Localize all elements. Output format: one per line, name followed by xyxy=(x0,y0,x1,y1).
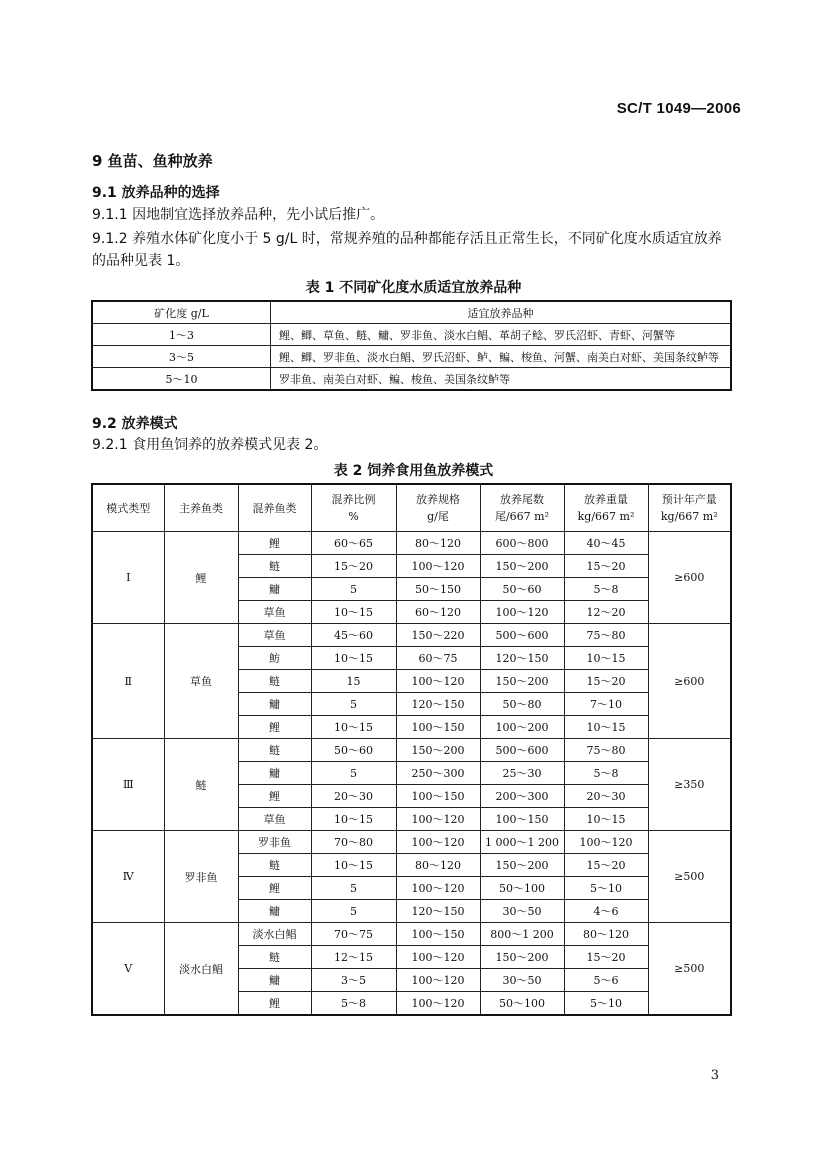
table-cell: 60～120 xyxy=(396,601,480,624)
table-row xyxy=(92,532,731,555)
table-cell: 100～120 xyxy=(564,831,648,854)
table-cell: 600～800 xyxy=(480,532,564,555)
table-cell: 5 xyxy=(311,762,396,785)
table-cell: 100～120 xyxy=(396,877,480,900)
table-row xyxy=(92,368,731,391)
clause-9-1-1: 9.1.1 因地制宜选择放养品种，先小试后推广。 xyxy=(92,207,385,223)
table-cell: 鲢 xyxy=(238,670,311,693)
table-cell: 5 xyxy=(311,900,396,923)
table-cell: 150～220 xyxy=(396,624,480,647)
table-cell: 10～15 xyxy=(311,647,396,670)
table-cell: 鳙 xyxy=(238,969,311,992)
yield-cell: ≥500 xyxy=(648,831,731,923)
page-number: 3 xyxy=(710,1068,719,1083)
table-cell: 100～120 xyxy=(480,601,564,624)
table-row xyxy=(92,346,731,368)
table-cell: 15～20 xyxy=(564,854,648,877)
main-fish-cell: 草鱼 xyxy=(164,624,238,739)
table-cell: 10～15 xyxy=(311,601,396,624)
header-line: 放养规格 xyxy=(416,493,460,506)
table-cell: 250～300 xyxy=(396,762,480,785)
section-9-2-title: 9.2 放养模式 xyxy=(92,416,178,432)
table-cell: 15～20 xyxy=(564,946,648,969)
header-line: 预计年产量 xyxy=(661,493,717,506)
standard-number: SC/T 1049—2006 xyxy=(616,100,741,117)
table-cell: 3～5 xyxy=(92,346,271,368)
table-cell: 鲤、鲫、草鱼、鲢、鳙、罗非鱼、淡水白鲳、革胡子鲶、罗氏沼虾、青虾、河蟹等 xyxy=(271,324,732,346)
table-cell: 罗非鱼 xyxy=(238,831,311,854)
mode-type-cell: Ⅱ xyxy=(92,624,164,739)
header-unit: kg/667 m² xyxy=(577,510,635,523)
section-9-title: 9 鱼苗、鱼种放养 xyxy=(92,152,213,170)
table-row xyxy=(92,739,731,762)
table-2-header-row xyxy=(92,484,731,532)
clause-9-2-1: 9.2.1 食用鱼饲养的放养模式见表 2。 xyxy=(92,437,328,453)
table-cell: 20～30 xyxy=(311,785,396,808)
table-cell: 10～15 xyxy=(564,808,648,831)
table-cell: 150～200 xyxy=(396,739,480,762)
table-cell: 50～60 xyxy=(480,578,564,601)
table-cell: 120～150 xyxy=(480,647,564,670)
table-cell: 200～300 xyxy=(480,785,564,808)
table-row xyxy=(92,324,731,346)
table-cell: 100～200 xyxy=(480,716,564,739)
yield-cell: ≥350 xyxy=(648,739,731,831)
table-cell: 鲂 xyxy=(238,647,311,670)
table-cell: 50～80 xyxy=(480,693,564,716)
header-unit: 尾/667 m² xyxy=(494,510,550,523)
table-2-body xyxy=(92,532,731,1016)
table-cell: 100～120 xyxy=(396,555,480,578)
table-2-header-cell xyxy=(480,484,564,532)
table-cell: 100～120 xyxy=(396,670,480,693)
table-cell: 800～1 200 xyxy=(480,923,564,946)
table-cell: 150～200 xyxy=(480,854,564,877)
table-cell: 50～150 xyxy=(396,578,480,601)
table-cell: 5～10 xyxy=(564,992,648,1016)
table-2-header-cell xyxy=(648,484,731,532)
table-cell: 100～150 xyxy=(396,923,480,946)
table-cell: 500～600 xyxy=(480,739,564,762)
mode-type-cell: Ⅴ xyxy=(92,923,164,1016)
table-cell: 80～120 xyxy=(396,854,480,877)
table-cell: 5 xyxy=(311,578,396,601)
main-fish-cell: 罗非鱼 xyxy=(164,831,238,923)
mode-type-cell: Ⅰ xyxy=(92,532,164,624)
table-cell: 淡水白鲳 xyxy=(238,923,311,946)
table-cell: 鲤 xyxy=(238,877,311,900)
table-cell: 鲢 xyxy=(238,854,311,877)
table-1-header-cell: 矿化度 g/L xyxy=(92,301,271,324)
table-2-header-cell xyxy=(564,484,648,532)
table-cell: 80～120 xyxy=(564,923,648,946)
table-2 xyxy=(91,483,732,1016)
table-cell: 鲤 xyxy=(238,532,311,555)
table-cell: 鲢 xyxy=(238,555,311,578)
table-cell: 鲤、鲫、罗非鱼、淡水白鲳、罗氏沼虾、鲈、鳊、梭鱼、河蟹、南美白对虾、美国条纹鲈等 xyxy=(271,346,732,368)
table-cell: 鲤 xyxy=(238,785,311,808)
clause-9-1-2: 9.1.2 养殖水体矿化度小于 5 g/L 时，常规养殖的品种都能存活且正常生长，不同矿化度水质适宜放养的品种见表 1。 xyxy=(92,231,722,269)
table-cell: 5～8 xyxy=(564,762,648,785)
table-cell: 15～20 xyxy=(311,555,396,578)
table-cell: 鳙 xyxy=(238,693,311,716)
table-cell: 150～200 xyxy=(480,555,564,578)
table-cell: 鲤 xyxy=(238,716,311,739)
table-cell: 100～120 xyxy=(396,808,480,831)
table-cell: 15～20 xyxy=(564,555,648,578)
table-cell: 草鱼 xyxy=(238,601,311,624)
header-unit: g/尾 xyxy=(427,510,449,523)
table-cell: 鲤 xyxy=(238,992,311,1016)
table-cell: 30～50 xyxy=(480,900,564,923)
table-cell: 10～15 xyxy=(311,854,396,877)
main-fish-cell: 淡水白鲳 xyxy=(164,923,238,1016)
table-cell: 30～50 xyxy=(480,969,564,992)
table-2-caption: 表 2 饲养食用鱼放养模式 xyxy=(333,463,494,479)
table-cell: 5～10 xyxy=(564,877,648,900)
table-cell: 鳙 xyxy=(238,900,311,923)
table-cell: 120～150 xyxy=(396,693,480,716)
yield-cell: ≥500 xyxy=(648,923,731,1016)
table-cell: 10～15 xyxy=(311,716,396,739)
table-cell: 50～60 xyxy=(311,739,396,762)
table-cell: 鲢 xyxy=(238,946,311,969)
table-cell: 100～120 xyxy=(396,969,480,992)
header-line: 主养鱼类 xyxy=(179,501,223,515)
table-cell: 12～20 xyxy=(564,601,648,624)
table-2-header-cell xyxy=(311,484,396,532)
table-cell: 75～80 xyxy=(564,624,648,647)
table-cell: 150～200 xyxy=(480,946,564,969)
table-cell: 100～150 xyxy=(480,808,564,831)
header-line: 模式类型 xyxy=(106,501,151,515)
table-2-header-cell xyxy=(238,484,311,532)
table-cell: 3～5 xyxy=(311,969,396,992)
table-cell: 10～15 xyxy=(311,808,396,831)
table-cell: 100～120 xyxy=(396,992,480,1016)
table-cell: 10～15 xyxy=(564,647,648,670)
table-cell: 5 xyxy=(311,693,396,716)
table-cell: 鲢 xyxy=(238,739,311,762)
yield-cell: ≥600 xyxy=(648,532,731,624)
table-cell: 100～120 xyxy=(396,831,480,854)
table-2-header-cell xyxy=(92,484,164,532)
table-cell: 70～80 xyxy=(311,831,396,854)
table-cell: 7～10 xyxy=(564,693,648,716)
table-cell: 100～120 xyxy=(396,946,480,969)
table-cell: 12～15 xyxy=(311,946,396,969)
main-fish-cell: 鲤 xyxy=(164,532,238,624)
table-cell: 60～65 xyxy=(311,532,396,555)
table-cell: 草鱼 xyxy=(238,624,311,647)
table-cell: 60～75 xyxy=(396,647,480,670)
table-cell: 25～30 xyxy=(480,762,564,785)
table-row xyxy=(92,624,731,647)
mode-type-cell: Ⅲ xyxy=(92,739,164,831)
table-cell: 10～15 xyxy=(564,716,648,739)
table-cell: 鳙 xyxy=(238,578,311,601)
table-cell: 草鱼 xyxy=(238,808,311,831)
table-cell: 5～8 xyxy=(564,578,648,601)
header-line: 放养重量 xyxy=(584,493,628,506)
table-cell: 5 xyxy=(311,877,396,900)
table-cell: 50～100 xyxy=(480,992,564,1016)
table-cell: 20～30 xyxy=(564,785,648,808)
table-cell: 1～3 xyxy=(92,324,271,346)
table-cell: 15～20 xyxy=(564,670,648,693)
table-cell: 80～120 xyxy=(396,532,480,555)
table-cell: 1 000～1 200 xyxy=(480,831,564,854)
table-1-caption: 表 1 不同矿化度水质适宜放养品种 xyxy=(305,280,522,296)
table-cell: 5～10 xyxy=(92,368,271,391)
table-1-header-cell: 适宜放养品种 xyxy=(271,301,732,324)
table-cell: 15 xyxy=(311,670,396,693)
table-row xyxy=(92,831,731,854)
header-line: 混养比例 xyxy=(331,493,376,506)
table-cell: 40～45 xyxy=(564,532,648,555)
table-cell: 5～8 xyxy=(311,992,396,1016)
table-cell: 120～150 xyxy=(396,900,480,923)
header-line: 混养鱼类 xyxy=(252,501,297,515)
main-fish-cell: 鲢 xyxy=(164,739,238,831)
table-cell: 150～200 xyxy=(480,670,564,693)
table-1 xyxy=(91,300,732,391)
header-unit: % xyxy=(348,510,359,523)
table-cell: 70～75 xyxy=(311,923,396,946)
table-cell: 500～600 xyxy=(480,624,564,647)
section-9-1-title: 9.1 放养品种的选择 xyxy=(92,185,220,201)
table-cell: 100～150 xyxy=(396,785,480,808)
table-2-header-cell xyxy=(164,484,238,532)
header-unit: kg/667 m² xyxy=(660,510,718,523)
table-cell: 45～60 xyxy=(311,624,396,647)
table-cell: 5～6 xyxy=(564,969,648,992)
table-cell: 罗非鱼、南美白对虾、鳊、梭鱼、美国条纹鲈等 xyxy=(271,368,732,391)
table-row xyxy=(92,923,731,946)
header-line: 放养尾数 xyxy=(500,493,544,506)
table-cell: 75～80 xyxy=(564,739,648,762)
yield-cell: ≥600 xyxy=(648,624,731,739)
table-2-header-cell xyxy=(396,484,480,532)
table-cell: 4～6 xyxy=(564,900,648,923)
table-cell: 鳙 xyxy=(238,762,311,785)
mode-type-cell: Ⅳ xyxy=(92,831,164,923)
table-cell: 100～150 xyxy=(396,716,480,739)
table-cell: 50～100 xyxy=(480,877,564,900)
